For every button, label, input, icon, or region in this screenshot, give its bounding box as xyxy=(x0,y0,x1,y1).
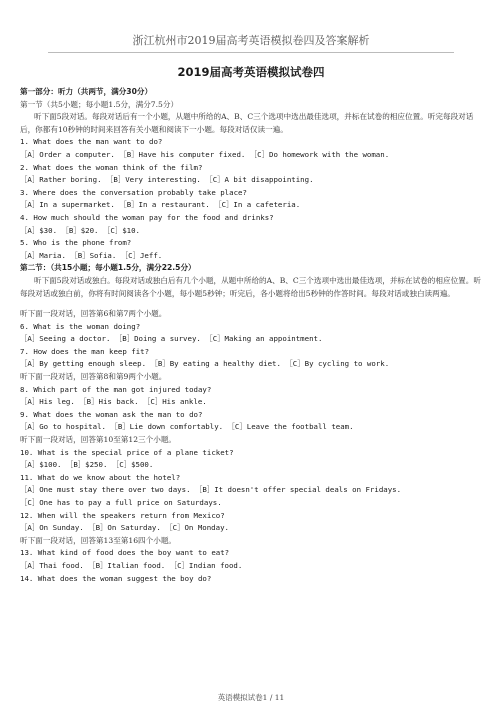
question-line: 9. What does the woman ask the man to do? xyxy=(20,409,203,419)
answer-options: ［C］One has to pay a full price on Saturdays. xyxy=(20,498,222,507)
question-line: 5. Who is the phone from? xyxy=(20,238,132,248)
section-intro: 第一节（共5小题；每小题1.5分，满分7.5分） xyxy=(20,99,179,109)
page-header: 浙江杭州市2019届高考英语模拟卷四及答案解析 xyxy=(48,30,454,53)
document-body xyxy=(20,86,484,585)
answer-options: ［A］Rather boring. ［B］Very interesting. ［C］A bit disappointing. xyxy=(20,175,314,185)
question-list-1 xyxy=(20,136,484,262)
part-heading: 第一部分：听力（共两节，满分30分） xyxy=(20,87,153,96)
question-line: 3. Where does the conversation probably take place? xyxy=(20,187,247,197)
question-line: 1. What does the man want to do? xyxy=(20,137,163,147)
listening-instruction: 听下面一段对话，回答第10至第12三个小题。 xyxy=(20,435,177,445)
question-line: 12. When will the speakers return from Mexico? xyxy=(20,510,225,520)
page-footer: 英语模拟试卷1 / 11 xyxy=(217,693,285,702)
section-heading: 第二节：（共15小题；每小题1.5分，满分22.5分） xyxy=(20,263,196,273)
answer-options: ［A］On Sunday. ［B］On Saturday. ［C］On Monday. xyxy=(20,523,229,533)
answer-options: ［A］His leg. ［B］His back. ［C］His ankle. xyxy=(20,397,207,407)
question-line: 4. How much should the woman pay for the food and drinks? xyxy=(20,212,274,222)
section-instructions: 听下面5段对话。每段对话后有一个小题，从题中所给的A、B、C三个选项中选出最佳选项，并标在试卷的相应位置。听完每段对话后，你都有10秒钟的时间来回答有关小题和阅读下一小题。每段对话仅读一遍。 xyxy=(20,112,474,134)
answer-options: ［A］Maria. ［B］Sofia. ［C］Jeff. xyxy=(20,250,163,260)
answer-options: ［A］$30. ［B］$20. ［C］$10. xyxy=(20,225,140,235)
answer-options: ［A］Order a computer. ［B］Have his computer fixed. ［C］Do homework with the woman. xyxy=(20,149,390,159)
answer-options: ［A］One must stay there over two days. ［B］It doesn't offer special deals on Fridays. xyxy=(20,485,402,495)
question-line: 8. Which part of the man got injured today? xyxy=(20,384,212,394)
document-title: 2019届高考英语模拟试卷四 xyxy=(177,65,325,79)
listening-instruction: 听下面一段对话，回答第6和第7两个小题。 xyxy=(20,309,167,319)
question-line: 2. What does the woman think of the film? xyxy=(20,162,203,172)
section-instructions: 听下面5段对话或独白。每段对话或独白后有几个小题，从题中所给的A、B、C三个选项中选出最佳选项，并标在试卷的相应位置。听每段对话或独白前，你将有时间阅读各个小题，每小题5秒钟；听完后，各小题将给出5秒钟的作答时间。每段对话或独白读两遍。 xyxy=(20,275,481,298)
answer-options: ［A］By getting enough sleep. ［B］By eating a healthy diet. ［C］By cycling to work. xyxy=(20,359,390,369)
question-line: 13. What kind of food does the boy want to eat? xyxy=(20,548,230,558)
question-line: 10. What is the special price of a plane ticket? xyxy=(20,447,234,457)
question-line: 6. What is the woman doing? xyxy=(20,321,141,331)
answer-options: ［A］Seeing a doctor. ［B］Doing a survey. ［C］Making an appointment. xyxy=(20,334,323,344)
answer-options: ［A］Go to hospital. ［B］Lie down comfortably. ［C］Leave the football team. xyxy=(20,422,354,432)
question-line: 11. What do we know about the hotel? xyxy=(20,472,181,482)
answer-options: ［A］$100. ［B］$250. ［C］$500. xyxy=(20,460,154,470)
answer-options: ［A］In a supermarket. ［B］In a restaurant. ［C］In a cafeteria. xyxy=(20,200,301,210)
question-line: 14. What does the woman suggest the boy do? xyxy=(20,573,212,583)
answer-options: ［A］Thai food. ［B］Italian food. ［C］Indian food. xyxy=(20,560,243,570)
listening-instruction: 听下面一段对话，回答第8和第9两个小题。 xyxy=(20,372,167,382)
question-line: 7. How does the man keep fit? xyxy=(20,346,150,356)
question-list-2 xyxy=(20,308,484,585)
listening-instruction: 听下面一段对话，回答第13至第16四个小题。 xyxy=(20,535,177,545)
